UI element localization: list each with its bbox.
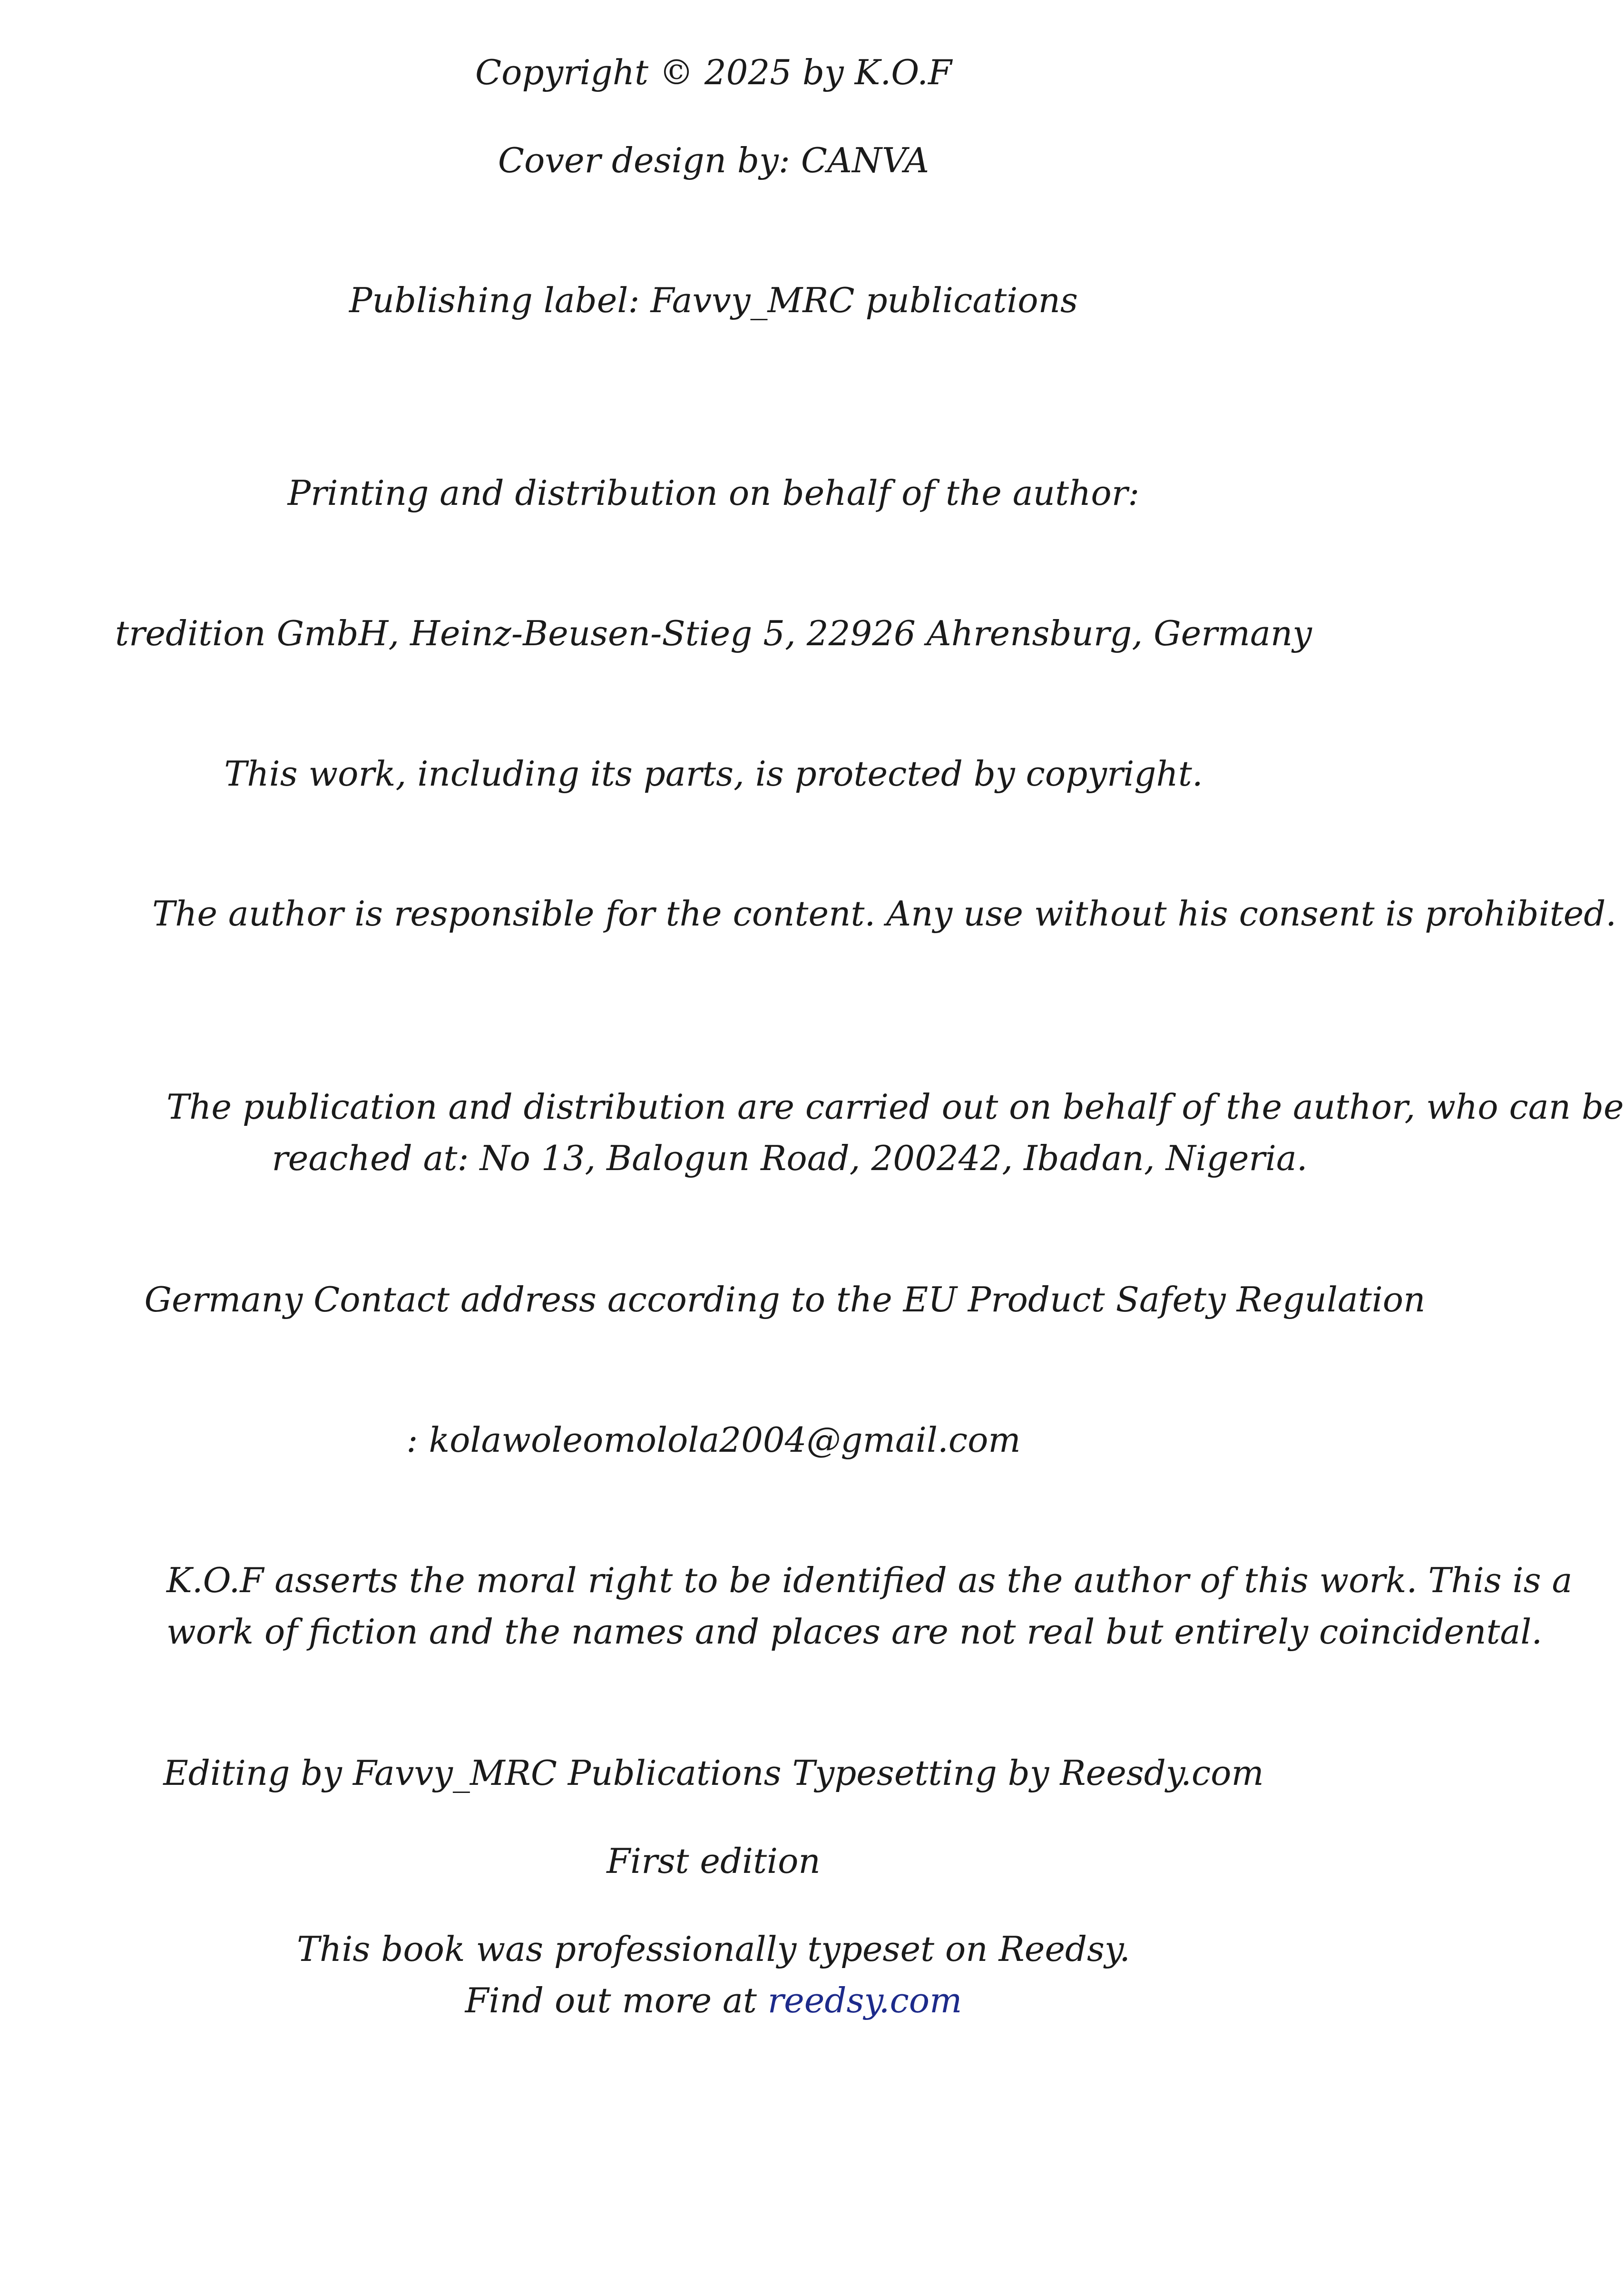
edition-line: First edition (607, 1841, 821, 1881)
typeset-note (0, 1923, 1427, 2026)
moral-rights-paragraph (166, 1555, 1573, 1657)
cover-design-line: Cover design by: CANVA (498, 140, 929, 180)
moral-rights-line-1: K.O.F asserts the moral right to be identified as the author of this work. This is a (166, 1560, 1573, 1600)
publication-note (166, 1081, 1624, 1184)
publication-note-line-1: The publication and distribution are carried out on behalf of the author, who can be (166, 1087, 1624, 1127)
reedsy-link[interactable]: reedsy.com (767, 1980, 962, 2020)
copyright-notice-line: This work, including its parts, is protected by copyright. (224, 754, 1203, 794)
typeset-note-line-1: This book was professionally typeset on Reedsy. (296, 1929, 1130, 1969)
moral-rights-line-2: work of fiction and the names and places are not real but entirely coincidental. (166, 1612, 1543, 1652)
typeset-note-prefix: Find out more at (465, 1980, 768, 2020)
responsibility-line: The author is responsible for the content. Any use without his consent is prohibited. (152, 894, 1617, 934)
printing-distribution-line: Printing and distribution on behalf of the author: (287, 473, 1140, 513)
typeset-note-line-2 (0, 1975, 1427, 2026)
publication-note-line-2: reached at: No 13, Balogun Road, 200242, Ibadan, Nigeria. (272, 1138, 1308, 1178)
email-line: : kolawoleomolola2004@gmail.com (406, 1420, 1021, 1460)
editing-line: Editing by Favvy_MRC Publications Typesetting by Reesdy.com (163, 1753, 1264, 1793)
eu-contact-line: Germany Contact address according to the EU Product Safety Regulation (144, 1280, 1426, 1319)
copyright-line: Copyright © 2025 by K.O.F (475, 52, 952, 92)
publishing-label-line: Publishing label: Favvy_MRC publications (349, 280, 1078, 320)
publisher-address-line: tredition GmbH, Heinz-Beusen-Stieg 5, 22926 Ahrensburg, Germany (115, 613, 1312, 653)
